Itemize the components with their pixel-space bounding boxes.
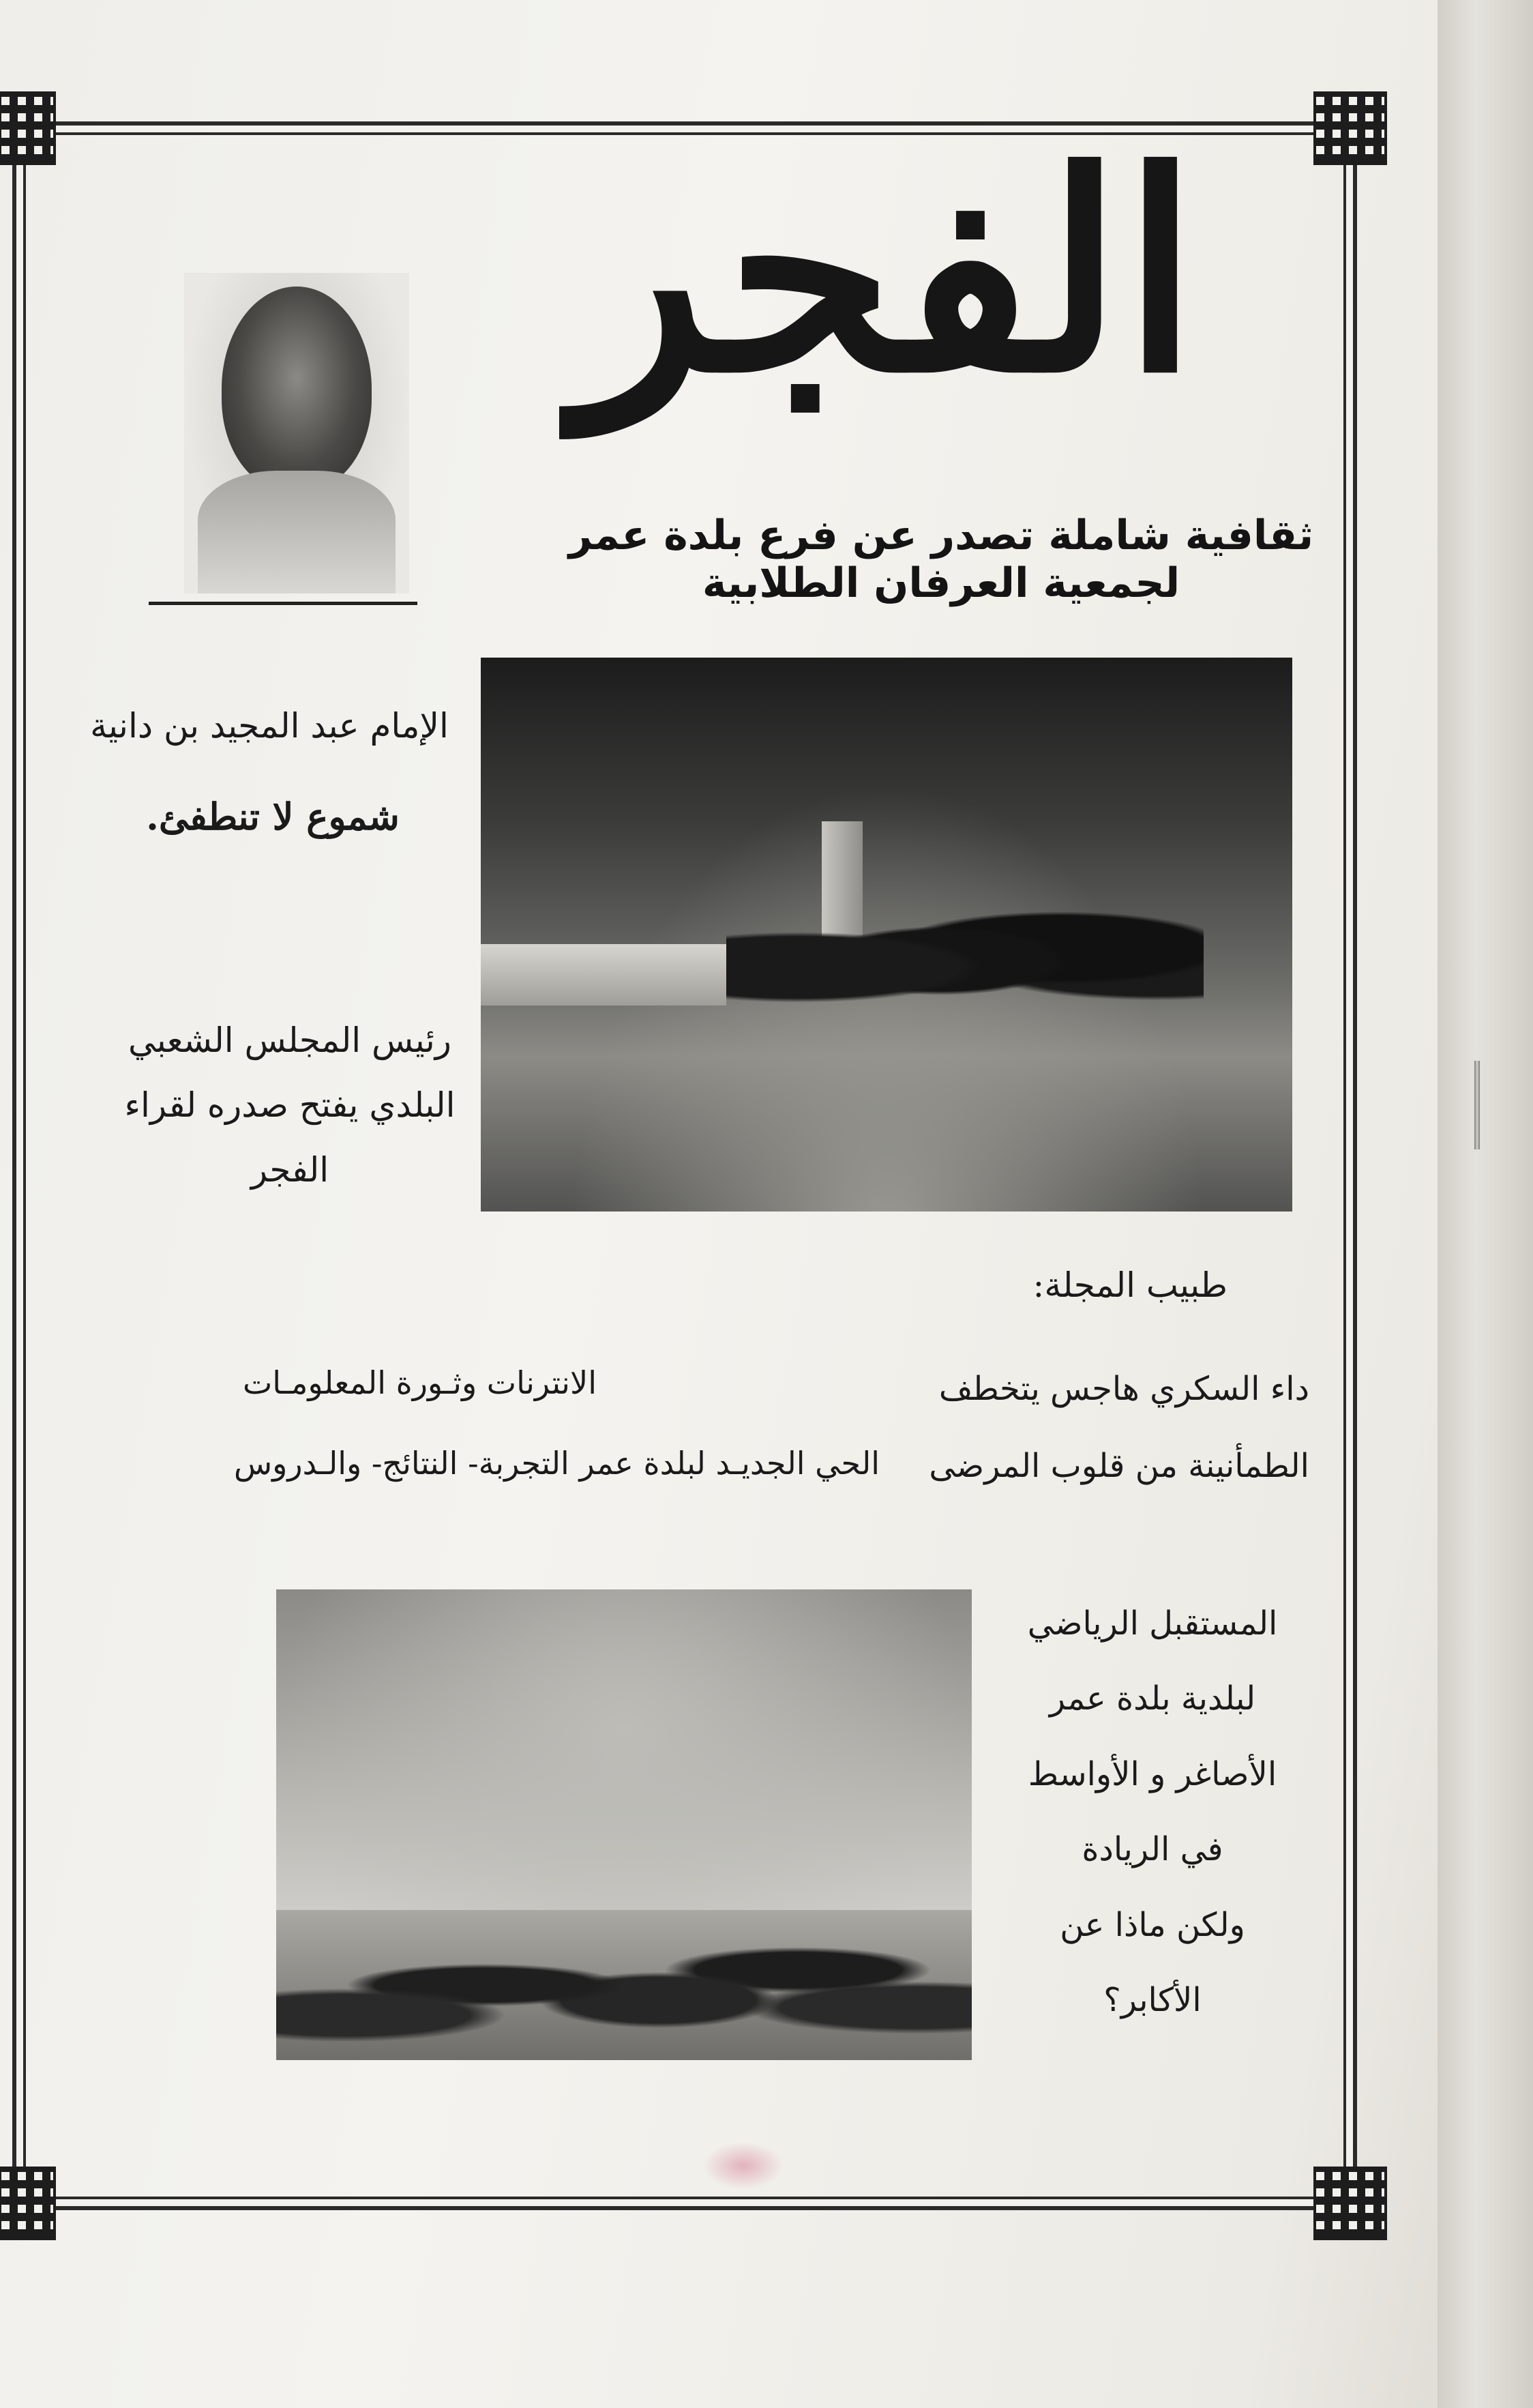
sports-line: ولكن ماذا عن	[1060, 1905, 1245, 1944]
imam-name: الإمام عبد المجيد بن دانية	[90, 706, 449, 746]
portrait-shoulders	[198, 471, 396, 593]
doctor-line: داء السكري هاجس يتخطف	[938, 1370, 1309, 1408]
council-headline	[109, 1008, 471, 1203]
portrait-underline	[149, 602, 417, 605]
photo-building	[481, 944, 726, 1005]
doctor-headline	[887, 1351, 1309, 1505]
district-headline: الحي الجديـد لبلدة عمر التجربة- النتائج- والـدروس	[234, 1445, 880, 1482]
masthead-title: الفجر	[574, 113, 1199, 433]
internet-headline: الانترنات وثـورة المعلومـات	[242, 1364, 597, 1401]
sports-line: المستقبل الرياضي	[1027, 1604, 1278, 1643]
corner-ornament	[1313, 91, 1387, 165]
imam-tagline: شموع لا تنطفئ.	[146, 795, 400, 838]
portrait-head	[222, 287, 372, 491]
mosque-photo	[481, 658, 1292, 1212]
staple	[1474, 1061, 1480, 1149]
photo-town-rooftops	[276, 1910, 972, 2060]
sports-line: الأكابر؟	[1103, 1980, 1202, 2019]
corner-ornament	[0, 2167, 56, 2240]
sports-line: في الريادة	[1082, 1830, 1223, 1869]
pink-ink-stain	[702, 2142, 784, 2190]
masthead-subtitle: ثقافية شاملة تصدر عن فرع بلدة عمر لجمعية العرفان الطلابية	[568, 512, 1314, 607]
sports-line: الأصاغر و الأواسط	[1028, 1754, 1277, 1793]
sports-headline	[996, 1586, 1309, 2038]
corner-ornament	[0, 91, 56, 165]
back-page-edge	[1438, 0, 1533, 2408]
imam-portrait-photo	[184, 273, 409, 593]
photo-palm-trees	[726, 890, 1204, 1019]
council-line: البلدي يفتح صدره لقراء	[124, 1085, 456, 1125]
doctor-line: الطمأنينة من قلوب المرضى	[929, 1446, 1309, 1485]
council-line: الفجر	[250, 1150, 329, 1190]
corner-ornament	[1313, 2167, 1387, 2240]
council-line: رئيس المجلس الشعبي	[128, 1021, 451, 1060]
doctor-section-heading: طبيب المجلة:	[1032, 1265, 1227, 1305]
sports-line: لبلدية بلدة عمر	[1049, 1679, 1256, 1718]
town-panorama-photo	[276, 1589, 972, 2060]
